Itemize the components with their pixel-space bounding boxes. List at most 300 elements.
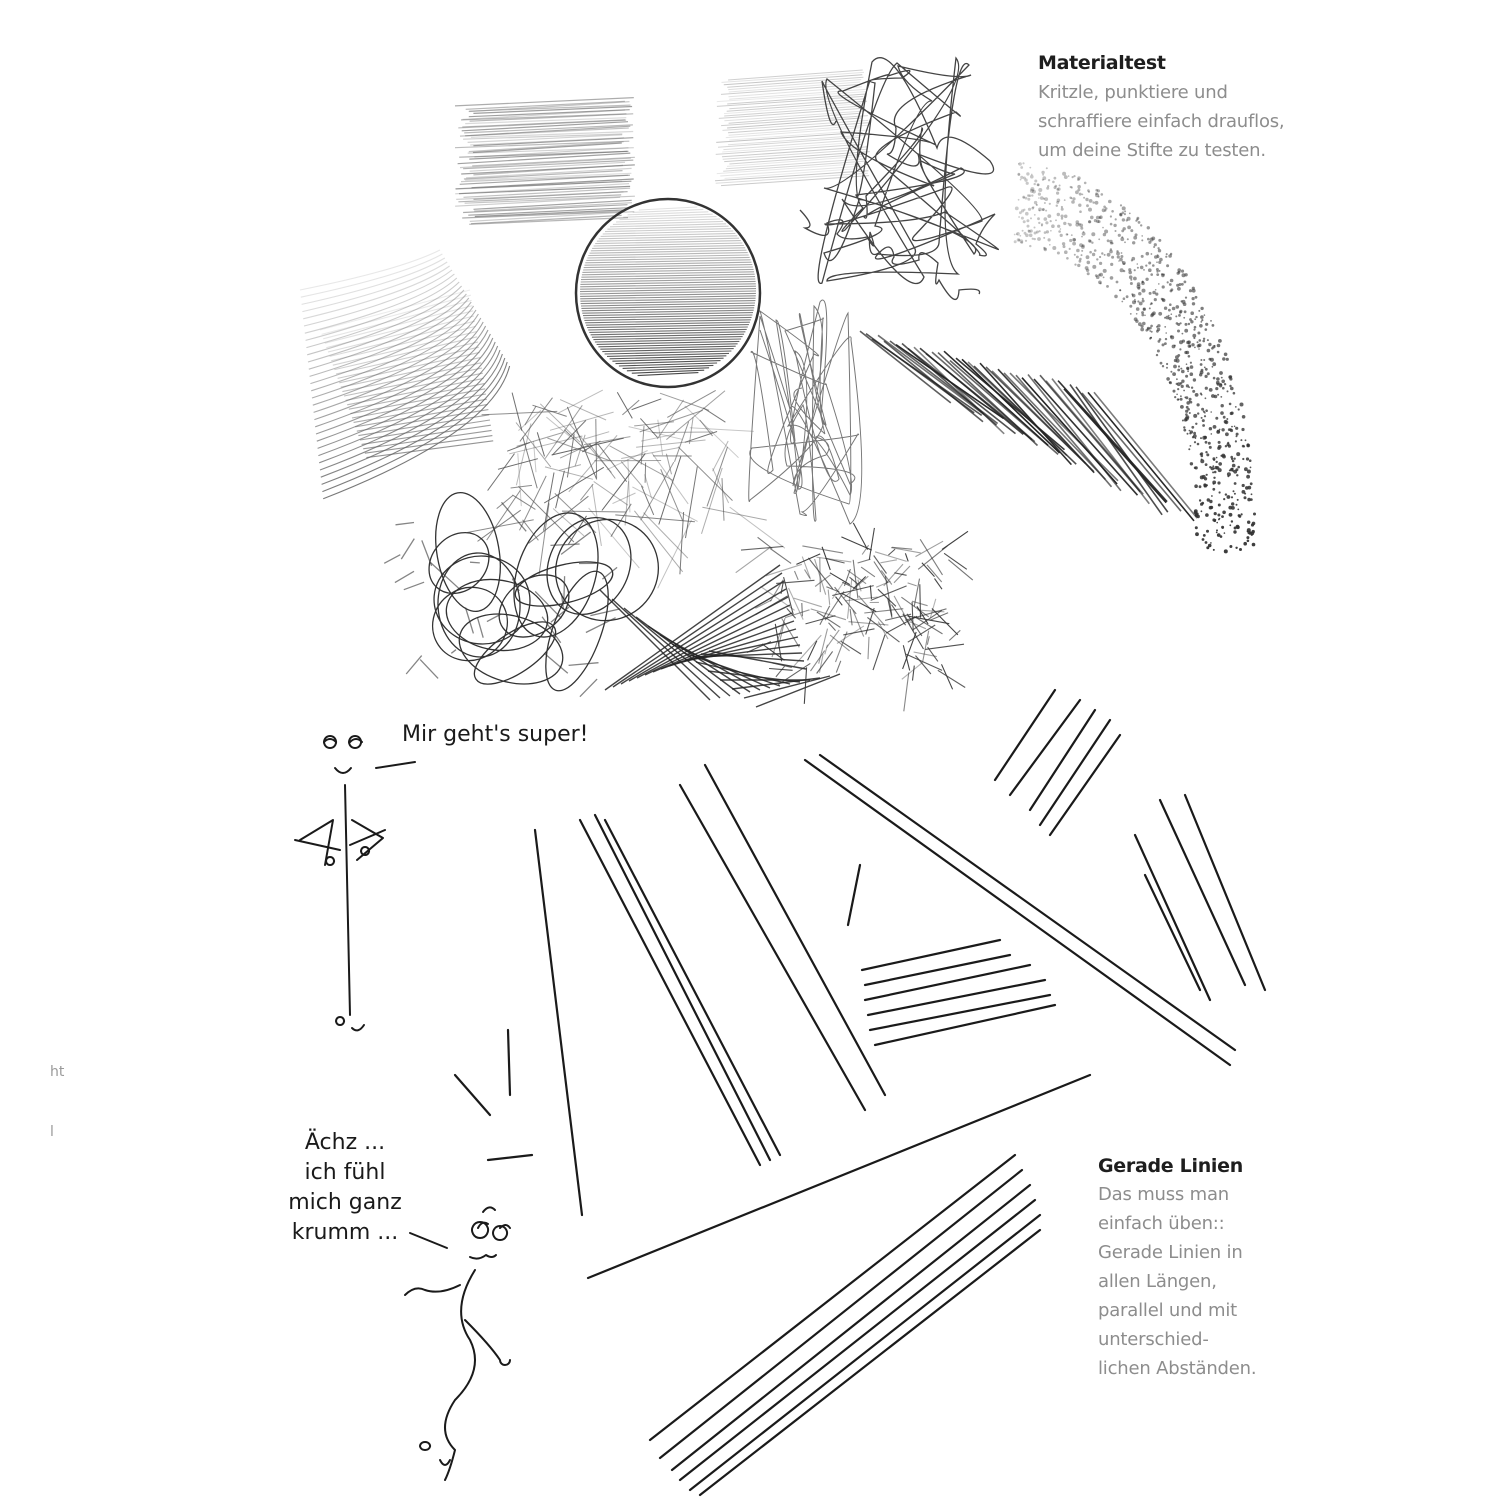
stipple-dot <box>1029 194 1032 197</box>
stipple-dot <box>1165 256 1167 258</box>
stipple-dot <box>1231 426 1233 428</box>
stipple-dot <box>1201 319 1203 321</box>
stipple-dot <box>1183 390 1185 392</box>
pencil-stroke <box>334 337 477 370</box>
stipple-dot <box>1241 428 1244 431</box>
stipple-dot <box>1087 272 1090 275</box>
stipple-dot <box>1124 213 1126 215</box>
stipple-dot <box>1184 281 1187 284</box>
stipple-dot <box>1096 258 1098 260</box>
stipple-dot <box>1180 395 1182 397</box>
stipple-dot <box>1205 541 1208 544</box>
stipple-dot <box>1157 324 1160 327</box>
stipple-dot <box>1177 388 1179 390</box>
stipple-dot <box>1209 388 1213 392</box>
stipple-dot <box>1249 459 1252 462</box>
stipple-dot <box>1109 240 1112 243</box>
stipple-dot <box>1145 278 1148 281</box>
stipple-dot <box>1177 268 1181 272</box>
stipple-dot <box>1180 398 1183 401</box>
stipple-dot <box>1224 532 1226 534</box>
stipple-dot <box>1122 218 1125 221</box>
stipple-dot <box>1190 462 1193 465</box>
stipple-dot <box>1151 253 1153 255</box>
stipple-dot <box>1202 340 1205 343</box>
stipple-dot <box>1243 445 1245 447</box>
stipple-dot <box>1048 179 1050 181</box>
stipple-dot <box>1218 519 1220 521</box>
stipple-dot <box>1222 387 1225 390</box>
stipple-dot <box>1247 486 1251 490</box>
pencil-shading-swatch-top <box>455 98 635 225</box>
pencil-stroke <box>660 1170 1022 1458</box>
pencil-stroke <box>596 419 597 478</box>
stipple-dot <box>1156 261 1158 263</box>
stipple-dot <box>1068 223 1070 225</box>
stipple-dot <box>1223 416 1226 419</box>
stipple-dot <box>1142 322 1146 326</box>
stipple-dot <box>1192 289 1196 293</box>
pencil-stroke <box>445 1270 475 1480</box>
pencil-stroke <box>384 555 400 564</box>
stipple-dot <box>1251 523 1254 526</box>
stipple-dot <box>1217 344 1221 348</box>
stipple-dot <box>1210 542 1212 544</box>
stipple-dot <box>1169 381 1172 384</box>
stipple-dot <box>1227 475 1229 477</box>
stipple-dot <box>1224 549 1228 553</box>
stipple-dot <box>1141 255 1144 258</box>
stipple-dot <box>1182 420 1184 422</box>
stipple-dot <box>1098 220 1101 223</box>
stipple-dot <box>1205 375 1208 378</box>
stipple-dot <box>1072 176 1074 178</box>
pencil-stroke <box>483 1207 495 1212</box>
pencil-stroke <box>508 1030 510 1095</box>
stipple-dot <box>1116 252 1120 256</box>
stipple-dot <box>1241 513 1243 515</box>
stipple-dot <box>1149 292 1152 295</box>
stipple-dot <box>1130 279 1132 281</box>
stipple-dot <box>1104 254 1106 256</box>
stipple-dot <box>1187 433 1189 435</box>
stipple-dot <box>1138 322 1142 326</box>
stipple-dot <box>1060 228 1062 230</box>
pencil-stroke <box>1082 393 1181 511</box>
stick-figures <box>295 736 510 1480</box>
stipple-dot <box>1133 236 1137 240</box>
stipple-dot <box>1081 254 1083 256</box>
stipple-dot <box>1230 412 1233 415</box>
stipple-dot <box>1235 406 1237 408</box>
pencil-stroke <box>848 865 860 925</box>
stipple-dot <box>1072 197 1075 200</box>
speech-tired-line: krumm ... <box>291 1220 399 1245</box>
stipple-dot <box>1207 372 1210 375</box>
stipple-dot <box>1197 403 1200 406</box>
stipple-dot <box>1158 249 1161 252</box>
stipple-dot <box>1061 206 1063 208</box>
stipple-dot <box>1171 288 1174 291</box>
tangle-scribble-swatch <box>467 390 785 588</box>
pencil-stroke <box>796 554 820 565</box>
stipple-dot <box>1068 175 1070 177</box>
pencil-stroke <box>850 577 858 584</box>
stipple-dot <box>1169 303 1172 306</box>
pencil-stroke <box>1004 373 1106 480</box>
stipple-dot <box>1029 245 1031 247</box>
stipple-dot <box>1034 201 1037 204</box>
stipple-dot <box>1193 414 1197 418</box>
pencil-stroke <box>376 762 415 768</box>
stipple-dot <box>1204 484 1208 488</box>
stipple-dot <box>1238 408 1240 410</box>
stipple-dot <box>1029 167 1031 169</box>
pencil-stroke <box>605 820 780 1155</box>
pencil-stroke <box>324 736 361 748</box>
stipple-dot <box>1206 546 1209 549</box>
crosshatch-grid-swatch <box>600 565 840 707</box>
pencil-stroke <box>617 392 632 418</box>
stipple-dot <box>1219 491 1221 493</box>
stipple-dot <box>1130 282 1133 285</box>
pencil-stroke <box>818 58 998 284</box>
pencil-stroke <box>925 644 964 649</box>
stipple-dot <box>1156 271 1158 273</box>
pencil-stroke <box>567 434 574 478</box>
pencil-stroke <box>1050 735 1120 835</box>
stipple-dot <box>1134 269 1136 271</box>
stipple-dot <box>1018 216 1020 218</box>
stipple-dot <box>1236 526 1240 530</box>
pencil-stroke <box>938 353 1038 446</box>
stipple-dot <box>1149 327 1152 330</box>
speech-tired-line: Ächz ... <box>304 1130 386 1155</box>
pencil-stroke <box>942 664 953 689</box>
stipple-dot <box>1066 257 1069 260</box>
pencil-stroke <box>766 564 802 576</box>
pencil-stroke <box>562 511 626 512</box>
stipple-dot <box>1221 515 1224 518</box>
stipple-dot <box>1060 234 1063 237</box>
stipple-dot <box>1046 187 1049 190</box>
stipple-dot <box>1185 419 1187 421</box>
stipple-dot <box>1148 268 1152 272</box>
stipple-dot <box>1038 222 1040 224</box>
stipple-dot <box>1092 201 1094 203</box>
stipple-dot <box>1101 193 1104 196</box>
stipple-dot <box>1147 238 1150 241</box>
stipple-dot <box>1164 342 1167 345</box>
stipple-dot <box>1221 404 1224 407</box>
stipple-dot <box>1225 493 1227 495</box>
stipple-dot <box>1235 440 1237 442</box>
stipple-dot <box>1155 289 1157 291</box>
stipple-dot <box>1214 471 1217 474</box>
stipple-dot <box>1128 268 1131 271</box>
stipple-dot <box>1200 321 1202 323</box>
pencil-stroke <box>837 626 864 644</box>
stipple-dot <box>1166 377 1170 381</box>
stipple-dot <box>1121 252 1123 254</box>
stipple-dot <box>1092 265 1096 269</box>
stipple-dot <box>1185 297 1187 299</box>
stipple-dot <box>1231 496 1233 498</box>
stipple-dot <box>1092 253 1095 256</box>
stipple-dot <box>1216 532 1218 534</box>
stipple-dot <box>1015 207 1019 211</box>
stipple-dot <box>1197 332 1200 335</box>
stipple-dot <box>1030 175 1034 179</box>
stipple-dot <box>1061 217 1063 219</box>
stipple-dot <box>1054 186 1057 189</box>
stipple-dot <box>1043 237 1045 239</box>
stipple-dot <box>1236 433 1239 436</box>
stipple-dot <box>1193 378 1196 381</box>
stipple-dot <box>1183 317 1185 319</box>
stipple-dot <box>1020 239 1024 243</box>
stipple-dot <box>1078 204 1081 207</box>
stipple-dot <box>1200 307 1203 310</box>
stipple-dot <box>1051 224 1055 228</box>
stipple-dot <box>1170 371 1172 373</box>
stipple-dot <box>1213 477 1215 479</box>
stipple-dot <box>1038 188 1042 192</box>
stipple-dot <box>1215 417 1218 420</box>
pencil-stroke <box>736 548 770 573</box>
pencil-stroke <box>772 618 785 657</box>
stipple-dot <box>1032 190 1036 194</box>
stipple-dot <box>1178 399 1180 401</box>
stipple-dot <box>1200 315 1204 319</box>
stipple-dot <box>1201 408 1204 411</box>
stipple-dot <box>1195 532 1199 536</box>
pencil-stroke <box>942 531 968 549</box>
stipple-dot <box>1217 481 1220 484</box>
pencil-stroke <box>560 400 606 420</box>
stipple-dot <box>1174 396 1176 398</box>
stipple-dot <box>1034 227 1036 229</box>
stipple-dot <box>1074 264 1076 266</box>
stipple-dot <box>1077 185 1081 189</box>
pencil-stroke <box>405 1285 460 1295</box>
stipple-dot <box>1189 398 1192 401</box>
stipple-dot <box>1056 192 1059 195</box>
stipple-dot <box>1150 337 1152 339</box>
stipple-dot <box>1234 493 1236 495</box>
stipple-dot <box>1217 533 1221 537</box>
stipple-dot <box>1237 509 1239 511</box>
stipple-dot <box>1020 166 1023 169</box>
pencil-stroke <box>396 523 415 525</box>
pencil-stroke <box>770 549 791 564</box>
stipple-dot <box>1210 358 1214 362</box>
stipple-dot <box>1021 217 1024 220</box>
stipple-dot <box>1144 315 1146 317</box>
stipple-dot <box>1038 208 1042 212</box>
pencil-stroke <box>905 553 908 561</box>
stipple-dot <box>1240 403 1244 407</box>
stipple-dot <box>1138 292 1141 295</box>
pencil-stroke <box>451 650 456 654</box>
stipple-dot <box>1247 470 1251 474</box>
stipple-dot <box>1042 208 1045 211</box>
stipple-dot <box>1048 238 1051 241</box>
stipple-dot <box>1069 248 1071 250</box>
pencil-stroke <box>512 393 522 431</box>
stipple-dot <box>1039 230 1041 232</box>
pencil-stroke <box>836 661 841 673</box>
stipple-dot <box>1101 252 1103 254</box>
stipple-dot <box>1061 215 1064 218</box>
stipple-dot <box>1180 405 1184 409</box>
stipple-dot <box>1107 239 1110 242</box>
stipple-dot <box>1229 524 1231 526</box>
stipple-dot <box>1130 313 1132 315</box>
pencil-stroke <box>1064 389 1166 503</box>
straight-lines-text-line: Gerade Linien in <box>1098 1242 1243 1263</box>
stipple-dot <box>1203 338 1205 340</box>
stipple-dot <box>1242 415 1246 419</box>
stipple-dot <box>1194 318 1196 320</box>
pencil-stroke <box>363 430 491 448</box>
pencil-stroke <box>645 463 646 483</box>
stipple-dot <box>1179 340 1183 344</box>
stipple-dot <box>1134 317 1138 321</box>
pencil-stroke <box>529 496 589 543</box>
pencil-stroke <box>865 965 1030 1000</box>
pencil-stroke <box>908 625 935 642</box>
stipple-dot <box>1227 442 1229 444</box>
stipple-dot <box>1188 355 1191 358</box>
stipple-dot <box>1132 257 1136 261</box>
stipple-dot <box>1081 236 1083 238</box>
stipple-dot <box>1242 458 1244 460</box>
stipple-dot <box>1089 251 1092 254</box>
stipple-dot <box>1221 384 1223 386</box>
pencil-stroke <box>612 599 720 698</box>
stipple-dot <box>1050 230 1052 232</box>
pencil-stroke <box>640 410 703 432</box>
pencil-stroke <box>661 469 683 521</box>
stipple-dot <box>1044 231 1047 234</box>
stipple-dot <box>1062 242 1065 245</box>
pencil-stroke <box>404 582 424 590</box>
stipple-dot <box>1195 316 1197 318</box>
stipple-dot <box>1189 432 1191 434</box>
stipple-dot <box>1235 427 1238 430</box>
pencil-stroke <box>894 573 906 576</box>
stipple-dot <box>1069 239 1072 242</box>
stipple-dot <box>1237 499 1239 501</box>
stipple-dot <box>1142 281 1144 283</box>
stipple-dot <box>1042 174 1044 176</box>
stipple-dot <box>1205 463 1208 466</box>
stipple-dot <box>1203 359 1205 361</box>
stipple-dot <box>1165 332 1167 334</box>
stipple-dot <box>1181 370 1185 374</box>
stipple-dot <box>1205 409 1208 412</box>
stipple-dot <box>1025 197 1028 200</box>
pencil-stroke <box>335 768 351 773</box>
stipple-dot <box>1166 363 1168 365</box>
stipple-dot <box>1119 214 1122 217</box>
stipple-dot <box>1145 329 1148 332</box>
stipple-dot <box>1169 283 1172 286</box>
pencil-stroke <box>876 581 890 587</box>
stipple-dot <box>1166 253 1168 255</box>
stipple-dot <box>1087 261 1091 265</box>
pencil-stroke <box>811 651 825 672</box>
pencil-stroke <box>629 589 786 681</box>
pencil-stroke <box>621 461 643 487</box>
stipple-dot <box>1213 425 1217 429</box>
stipple-dot <box>1025 212 1029 216</box>
pencil-stroke <box>904 672 909 711</box>
loop-scribble-swatch-middle <box>749 300 862 524</box>
pencil-stroke <box>324 739 362 742</box>
stipple-dot <box>1195 437 1197 439</box>
stipple-dot <box>1213 483 1215 485</box>
scribble-loop <box>451 603 571 696</box>
stipple-dot <box>1184 310 1187 313</box>
stipple-dot <box>1176 305 1180 309</box>
stipple-dot <box>1160 362 1163 365</box>
stipple-dot <box>1096 275 1100 279</box>
stipple-dot <box>1229 403 1232 406</box>
stipple-dot <box>1185 323 1188 326</box>
pencil-stroke <box>820 755 1235 1050</box>
stipple-dot <box>1212 488 1215 491</box>
stipple-dot <box>1250 482 1253 485</box>
stipple-dot <box>1221 526 1224 529</box>
pencil-stroke <box>472 1222 507 1240</box>
stipple-dot <box>1164 307 1167 310</box>
stipple-dot <box>1205 323 1208 326</box>
stipple-dot <box>1232 464 1236 468</box>
stipple-dot <box>1120 268 1124 272</box>
stipple-dot <box>1159 270 1161 272</box>
stipple-dot <box>1207 339 1209 341</box>
stipple-dot <box>1031 194 1033 196</box>
stipple-dot <box>1195 393 1199 397</box>
pencil-stroke <box>535 830 582 1215</box>
stipple-dot <box>1119 289 1121 291</box>
pencil-stroke <box>923 631 929 662</box>
pencil-stroke <box>636 440 705 447</box>
stipple-dot <box>1034 214 1036 216</box>
stipple-dot <box>1041 171 1044 174</box>
stipple-dot <box>1233 392 1236 395</box>
pencil-stroke <box>478 510 521 541</box>
stipple-dot <box>1239 548 1242 551</box>
stipple-dot <box>1137 287 1140 290</box>
stipple-dot <box>1127 226 1131 230</box>
stipple-dot <box>1120 204 1122 206</box>
stipple-dot <box>1099 256 1101 258</box>
pencil-stroke <box>680 785 865 1110</box>
stipple-dot <box>1030 217 1032 219</box>
stipple-dot <box>1135 233 1138 236</box>
stipple-dot <box>1212 345 1215 348</box>
stipple-dot <box>1057 187 1060 190</box>
stipple-dot <box>1027 198 1030 201</box>
stipple-dot <box>1085 198 1088 201</box>
stipple-dot <box>1194 326 1197 329</box>
stipple-dot <box>1089 240 1092 243</box>
stipple-dot <box>1170 279 1174 283</box>
straight-lines-text-line: einfach üben:: <box>1098 1213 1225 1234</box>
